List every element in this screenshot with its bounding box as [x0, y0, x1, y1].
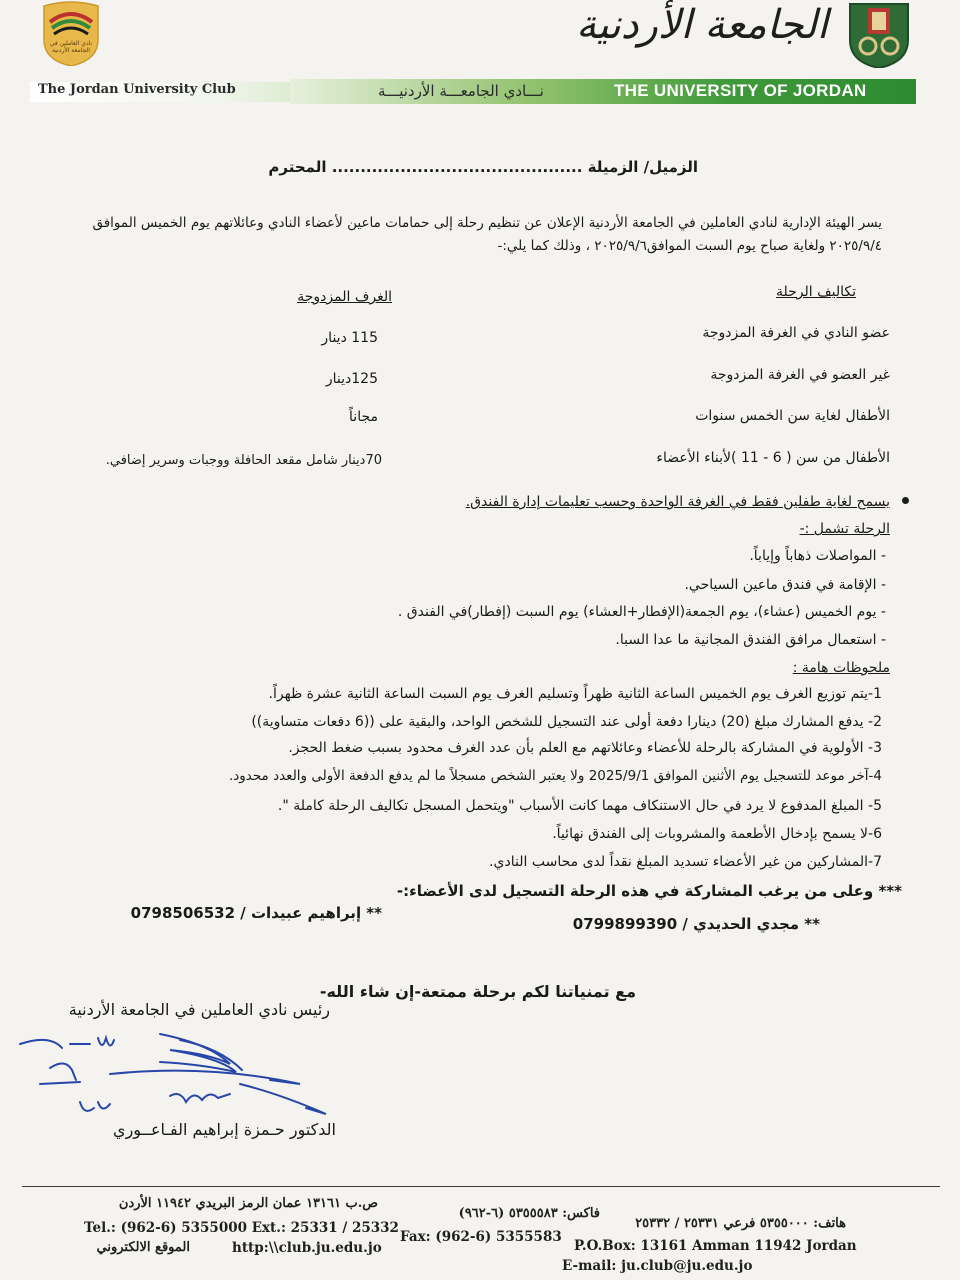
note-item: 1-يتم توزيع الغرف يوم الخميس الساعة الثانية ظهراً وتسليم الغرف يوم السبت الساعة الثانية عشرة ظهراً. [268, 686, 882, 702]
salutation: الزميل/ الزميلة ............................................ المحترم [268, 158, 698, 176]
footer-tel-en: Tel.: (962-6) 5355000 Ext.: 25331 / 25332 [84, 1220, 399, 1236]
note-item: 6-لا يسمح بإدخال الأطعمة والمشروبات إلى الفندق نهائياً. [552, 826, 882, 842]
contact-2: ** مجدي الحديدي / 0799899390 [572, 915, 820, 933]
include-item: - المواصلات ذهاباً وإياباً. [749, 548, 886, 564]
cost-row-value: 115 دينار [321, 330, 378, 346]
university-name-ar: الجامعة الأردنية [576, 2, 828, 48]
club-logo-text: نادي العاملين في الجامعة الأردنية [49, 40, 93, 54]
footer-address-ar: ص.ب ١٣١٦١ عمان الرمز البريدي ١١٩٤٢ الأردن [118, 1196, 378, 1211]
contact-1: ** إبراهيم عبيدات / 0798506532 [130, 904, 382, 922]
costs-header: تكاليف الرحلة [775, 284, 856, 300]
footer-website-ar: الموقع الالكتروني [96, 1240, 190, 1255]
footer-email[interactable]: E-mail: ju.club@ju.edu.jo [562, 1258, 753, 1274]
includes-header: الرحلة تشمل :- [799, 521, 890, 537]
club-logo-icon [40, 0, 102, 66]
note-item: 3- الأولوية في المشاركة بالرحلة للأعضاء وعائلاتهم مع العلم بأن عدد الغرف محدود بسبب ضغط الحجز. [288, 740, 882, 756]
signature-icon [10, 1024, 340, 1124]
university-name-en: THE UNIVERSITY OF JORDAN [614, 81, 867, 100]
note-item: 2- يدفع المشارك مبلغ (20) دينارا دفعة أولى عند التسجيل للشخص الواحد، والبقية على ((6 دفعات متساوية)) [251, 714, 882, 730]
include-item: - يوم الخميس (عشاء)، يوم الجمعة(الإفطار+العشاء) يوم السبت (إفطار)في الفندق . [397, 604, 886, 620]
closing-line: مع تمنياتنا لكم برحلة ممتعة-إن شاء الله- [319, 982, 636, 1001]
cost-row-label: الأطفال من سن ( 6 - 11 )لأبناء الأعضاء [656, 450, 890, 466]
rooms-header: الغرف المزدوجة [297, 289, 392, 305]
registration-line: *** وعلى من يرغب المشاركة في هذه الرحلة التسجيل لدى الأعضاء:- [396, 882, 902, 900]
club-name-ar: نـــادي الجامعـــة الأردنيـــة [378, 82, 544, 100]
footer-fax-en: Fax: (962-6) 5355583 [400, 1229, 562, 1245]
signer-title: رئيس نادي العاملين في الجامعة الأردنية [68, 1000, 330, 1019]
footer-divider [22, 1186, 940, 1187]
footer-website-link[interactable]: http:\\club.ju.edu.jo [232, 1240, 382, 1256]
cost-row-value: 125دينار [325, 371, 378, 387]
note-item: 7-المشاركين من غير الأعضاء تسديد المبلغ نقداً لدى محاسب النادي. [489, 854, 882, 870]
notes-header: ملحوظات هامة : [792, 660, 890, 676]
footer-pobox-en: P.O.Box: 13161 Amman 11942 Jordan [574, 1238, 857, 1254]
bullet-note: يسمح لغاية طفلين فقط في الغرفة الواحدة وحسب تعليمات إدارة الفندق. [465, 494, 890, 510]
cost-row-label: عضو النادي في الغرفة المزدوجة [702, 325, 890, 341]
signer-name: الدكتور حـمزة إبراهيم الفـاعــوري [113, 1120, 336, 1139]
club-name-en: The Jordan University Club [38, 82, 236, 97]
include-item: - الإقامة في فندق ماعين السياحي. [684, 577, 886, 593]
intro-line-1: يسر الهيئة الإدارية لنادي العاملين في الجامعة الأردنية الإعلان عن تنظيم رحلة إلى حمامات ماعين لأعضاء النادي وعائلاتهم يوم الخميس الموافق [92, 215, 882, 231]
cost-row-label: الأطفال لغاية سن الخمس سنوات [695, 408, 890, 424]
footer-fax-ar: فاكس: ٥٣٥٥٥٨٣ (٦-٩٦٢) [458, 1206, 600, 1221]
cost-row-value: 70دينار شامل مقعد الحافلة ووجبات وسرير إضافي. [105, 453, 382, 468]
university-crest-icon [846, 0, 912, 68]
cost-row-value: مجاناً [349, 409, 378, 425]
cost-row-label: غير العضو في الغرفة المزدوجة [710, 367, 890, 383]
footer-phone-ar: هاتف: ٥٣٥٥٠٠٠ فرعي ٢٥٣٣١ / ٢٥٣٣٢ [635, 1216, 846, 1231]
intro-line-2: ٢٠٢٥/٩/٤ ولغاية صباح يوم السبت الموافق٢٠٢٥/٩/٦ ، وذلك كما يلي:- [497, 238, 882, 254]
bullet-icon [902, 497, 909, 504]
note-item: 5- المبلغ المدفوع لا يرد في حال الاستنكاف مهما كانت الأسباب "ويتحمل المسجل تكاليف الرحلة كاملة ". [277, 798, 882, 814]
note-item: 4-آخر موعد للتسجيل يوم الأثنين الموافق 2025/9/1 ولا يعتبر الشخص مسجلاً ما لم يدفع الدفعة الأولى والعدد محدود. [228, 768, 882, 784]
include-item: - استعمال مرافق الفندق المجانية ما عدا السبا. [615, 632, 886, 648]
